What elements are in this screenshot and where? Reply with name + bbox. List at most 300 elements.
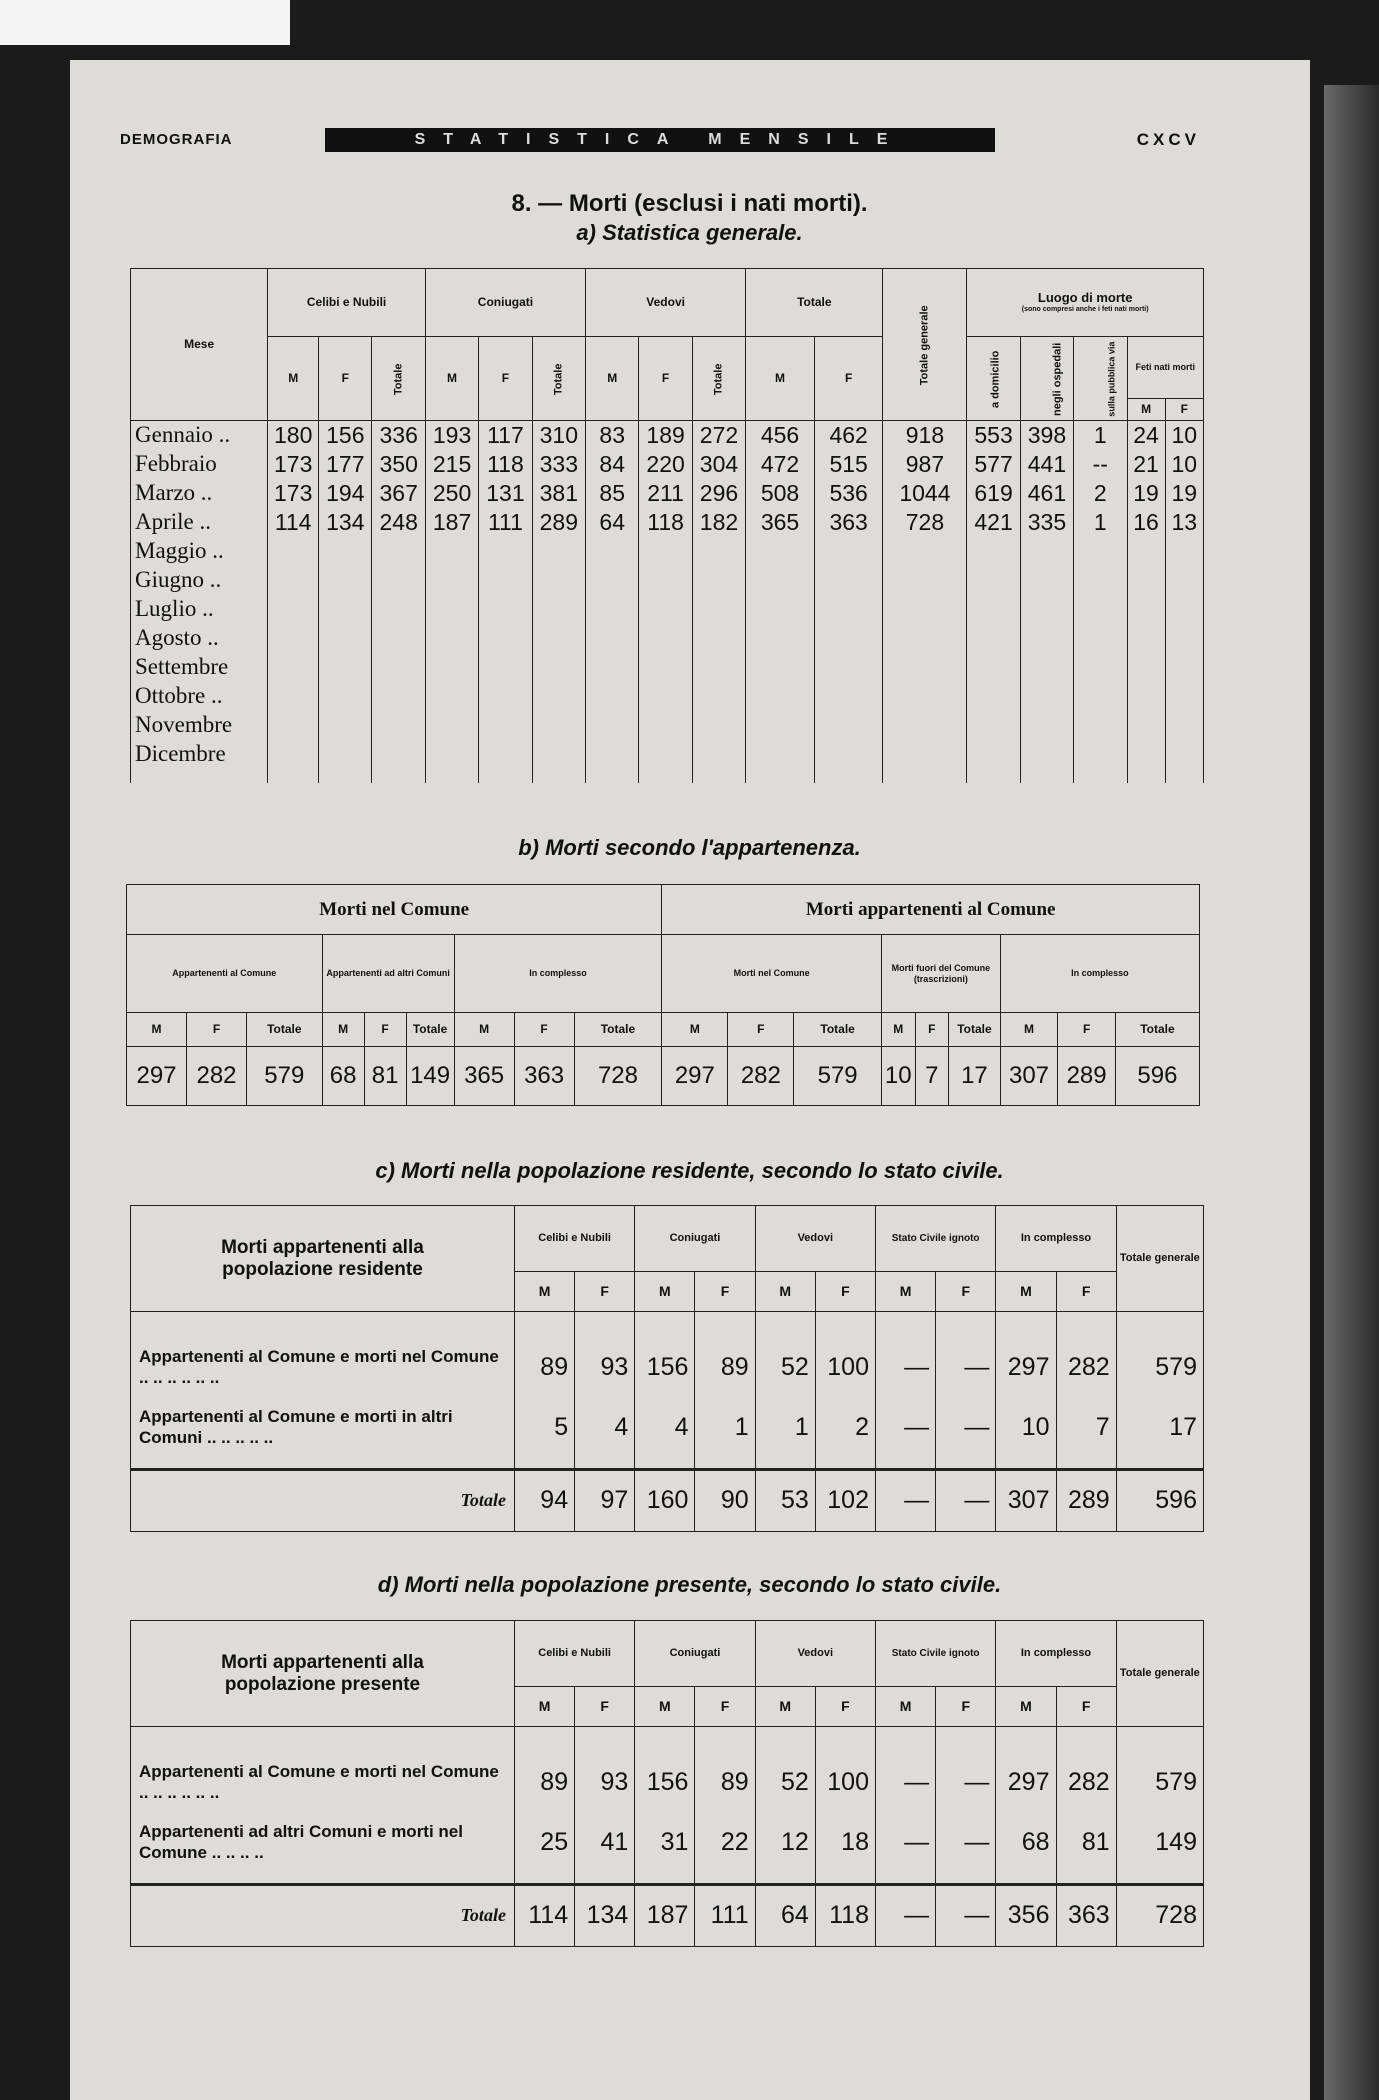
cell-value: 282 bbox=[1056, 1338, 1116, 1398]
totale-label bbox=[532, 337, 585, 421]
cell-value bbox=[967, 682, 1020, 711]
spacer-cell bbox=[514, 1312, 574, 1338]
spacer-cell bbox=[635, 1727, 695, 1753]
separator-cell bbox=[514, 1458, 574, 1470]
cell-value bbox=[883, 740, 967, 769]
total-value: 118 bbox=[815, 1884, 875, 1946]
f-label: F bbox=[1056, 1687, 1116, 1727]
col-totale-generale: Totale generale bbox=[1116, 1206, 1203, 1312]
cell-value bbox=[1127, 653, 1165, 682]
col-mese: Mese bbox=[131, 269, 268, 421]
cell-value bbox=[586, 711, 639, 740]
spacer-cell bbox=[1056, 1727, 1116, 1753]
cell-value bbox=[268, 711, 319, 740]
cell-value bbox=[692, 624, 745, 653]
cell-value bbox=[1020, 682, 1073, 711]
cell-value bbox=[692, 595, 745, 624]
cell-value bbox=[1020, 711, 1073, 740]
cell-value: 189 bbox=[639, 421, 692, 450]
cell-value: 187 bbox=[425, 508, 478, 537]
cell-value bbox=[425, 653, 478, 682]
scan-edge-strip bbox=[0, 0, 290, 45]
cell-value bbox=[1165, 595, 1203, 624]
cell-value: 156 bbox=[635, 1753, 695, 1813]
month-label: Aprile .. bbox=[131, 508, 268, 537]
cell-value: 52 bbox=[755, 1753, 815, 1813]
separator-cell bbox=[131, 1873, 515, 1885]
group-coniugati: Coniugati bbox=[635, 1206, 755, 1272]
cell-value bbox=[1074, 711, 1127, 740]
cell-value: 194 bbox=[319, 479, 372, 508]
header-banner: STATISTICA MENSILE bbox=[325, 128, 995, 152]
cell-value: 149 bbox=[406, 1047, 454, 1106]
cell-value: 579 bbox=[247, 1047, 323, 1106]
cell-value bbox=[319, 740, 372, 769]
cell-value: 100 bbox=[815, 1338, 875, 1398]
spacer-cell bbox=[1116, 1312, 1203, 1338]
spacer-cell bbox=[575, 1312, 635, 1338]
totale-generale-label: Totale generale bbox=[918, 304, 931, 385]
cell-value bbox=[639, 711, 692, 740]
cell-value bbox=[692, 711, 745, 740]
filler-cell bbox=[639, 769, 692, 783]
filler-cell bbox=[1074, 769, 1127, 783]
cell-value: 17 bbox=[1116, 1398, 1203, 1458]
cell-value: 180 bbox=[268, 421, 319, 450]
totale-label: Totale bbox=[574, 1013, 662, 1047]
spacer-cell bbox=[635, 1312, 695, 1338]
header-page-number: CXCV bbox=[1136, 130, 1200, 149]
cell-value bbox=[814, 566, 883, 595]
cell-value: 398 bbox=[1020, 421, 1073, 450]
cell-value: 4 bbox=[575, 1398, 635, 1458]
cell-value bbox=[1020, 624, 1073, 653]
cell-value: 289 bbox=[1058, 1047, 1116, 1106]
separator-cell bbox=[815, 1458, 875, 1470]
cell-value: 89 bbox=[514, 1338, 574, 1398]
separator-cell bbox=[936, 1873, 996, 1885]
cell-value: 472 bbox=[746, 450, 815, 479]
cell-value: 81 bbox=[1056, 1813, 1116, 1873]
sub-morti-fuori: Morti fuori del Comune (trascrizioni) bbox=[881, 935, 1000, 1013]
cell-value: 17 bbox=[949, 1047, 1001, 1106]
cell-value bbox=[1074, 595, 1127, 624]
cell-value: 296 bbox=[692, 479, 745, 508]
cell-value bbox=[746, 740, 815, 769]
cell-value bbox=[1127, 682, 1165, 711]
cell-value bbox=[1020, 537, 1073, 566]
cell-value bbox=[692, 566, 745, 595]
cell-value bbox=[586, 653, 639, 682]
cell-value: 335 bbox=[1020, 508, 1073, 537]
cell-value: 83 bbox=[586, 421, 639, 450]
cell-value bbox=[1074, 740, 1127, 769]
filler-cell bbox=[319, 769, 372, 783]
cell-value bbox=[1074, 566, 1127, 595]
cell-value: — bbox=[875, 1398, 935, 1458]
spacer-cell bbox=[815, 1312, 875, 1338]
spacer-cell bbox=[695, 1312, 755, 1338]
cell-value: 173 bbox=[268, 450, 319, 479]
cell-value bbox=[425, 595, 478, 624]
filler-cell bbox=[425, 769, 478, 783]
cell-value bbox=[425, 682, 478, 711]
cell-value: 365 bbox=[454, 1047, 514, 1106]
cell-value bbox=[532, 711, 585, 740]
table-statistica-generale bbox=[130, 268, 1204, 783]
luogo-via-text: sulla pubblica via bbox=[1106, 341, 1117, 417]
cell-value bbox=[639, 653, 692, 682]
table-row bbox=[131, 1338, 1204, 1398]
cell-value: 297 bbox=[996, 1338, 1056, 1398]
cell-value bbox=[268, 624, 319, 653]
spacer-cell bbox=[131, 1312, 515, 1338]
month-label: Giugno .. bbox=[131, 566, 268, 595]
spacer-cell bbox=[575, 1727, 635, 1753]
table-row bbox=[131, 624, 1204, 653]
cell-value: 10 bbox=[1165, 421, 1203, 450]
table-row bbox=[131, 1753, 1204, 1813]
cell-value bbox=[319, 595, 372, 624]
separator-cell bbox=[695, 1458, 755, 1470]
separator-cell bbox=[635, 1873, 695, 1885]
cell-value bbox=[1165, 740, 1203, 769]
month-label: Settembre bbox=[131, 653, 268, 682]
cell-value bbox=[1020, 566, 1073, 595]
sub-altri-comuni: Appartenenti ad altri Comuni bbox=[322, 935, 454, 1013]
cell-value bbox=[1165, 624, 1203, 653]
cell-value bbox=[883, 682, 967, 711]
cell-value bbox=[967, 653, 1020, 682]
spacer-cell bbox=[936, 1727, 996, 1753]
cell-value: 156 bbox=[635, 1338, 695, 1398]
table-row bbox=[131, 421, 1204, 450]
cell-value bbox=[883, 624, 967, 653]
cell-value: 117 bbox=[479, 421, 532, 450]
luogo-ospedali-text: negli ospedali bbox=[1051, 342, 1064, 416]
cell-value bbox=[814, 624, 883, 653]
group-vedovi: Vedovi bbox=[755, 1621, 875, 1687]
cell-value bbox=[372, 595, 425, 624]
cell-value bbox=[1074, 537, 1127, 566]
cell-value: 579 bbox=[794, 1047, 882, 1106]
m-label: M bbox=[322, 1013, 364, 1047]
group-complesso: In complesso bbox=[996, 1206, 1116, 1272]
spacer-cell bbox=[996, 1312, 1056, 1338]
spacer-cell bbox=[695, 1727, 755, 1753]
group-celibi: Celibi e Nubili bbox=[514, 1621, 634, 1687]
group-vedovi: Vedovi bbox=[586, 269, 746, 337]
total-value: 289 bbox=[1056, 1469, 1116, 1531]
cell-value: 297 bbox=[996, 1753, 1056, 1813]
cell-value bbox=[319, 566, 372, 595]
cell-value: 31 bbox=[635, 1813, 695, 1873]
cell-value: 41 bbox=[575, 1813, 635, 1873]
cell-value: 272 bbox=[692, 421, 745, 450]
cell-value: 52 bbox=[755, 1338, 815, 1398]
cell-value: 16 bbox=[1127, 508, 1165, 537]
group-ignoto: Stato Civile ignoto bbox=[875, 1206, 995, 1272]
cell-value bbox=[1074, 682, 1127, 711]
cell-value bbox=[479, 711, 532, 740]
cell-value: 2 bbox=[815, 1398, 875, 1458]
table-popolazione-residente bbox=[130, 1205, 1204, 1532]
f-label: F bbox=[815, 1272, 875, 1312]
separator-cell bbox=[996, 1458, 1056, 1470]
cell-value bbox=[1127, 624, 1165, 653]
total-value: 596 bbox=[1116, 1469, 1203, 1531]
cell-value bbox=[479, 566, 532, 595]
f-label: F bbox=[364, 1013, 406, 1047]
f-label: F bbox=[915, 1013, 949, 1047]
m-label: M bbox=[662, 1013, 728, 1047]
cell-value: 297 bbox=[127, 1047, 187, 1106]
spacer-cell bbox=[514, 1727, 574, 1753]
group-morti-appartenenti: Morti appartenenti al Comune bbox=[662, 885, 1200, 935]
cell-value bbox=[425, 566, 478, 595]
cell-value bbox=[479, 595, 532, 624]
cell-value: 114 bbox=[268, 508, 319, 537]
spacer-cell bbox=[875, 1727, 935, 1753]
cell-value: 81 bbox=[364, 1047, 406, 1106]
spacer-cell bbox=[1056, 1312, 1116, 1338]
cell-value bbox=[532, 566, 585, 595]
totale-label: Totale bbox=[1115, 1013, 1199, 1047]
cell-value: 89 bbox=[695, 1338, 755, 1398]
separator-cell bbox=[936, 1458, 996, 1470]
totale-text: Totale bbox=[712, 363, 725, 395]
m-label: M bbox=[996, 1687, 1056, 1727]
total-value: 356 bbox=[996, 1884, 1056, 1946]
cell-value bbox=[883, 595, 967, 624]
total-value: 363 bbox=[1056, 1884, 1116, 1946]
col-totale-generale: Totale generale bbox=[1116, 1621, 1203, 1727]
total-value: 728 bbox=[1116, 1884, 1203, 1946]
cell-value: 462 bbox=[814, 421, 883, 450]
cell-value bbox=[639, 537, 692, 566]
cell-value bbox=[425, 711, 478, 740]
month-label: Dicembre bbox=[131, 740, 268, 769]
cell-value bbox=[967, 740, 1020, 769]
cell-value bbox=[883, 711, 967, 740]
separator-cell bbox=[875, 1458, 935, 1470]
cell-value: 1 bbox=[1074, 508, 1127, 537]
separator-row bbox=[131, 1873, 1204, 1885]
cell-value: 248 bbox=[372, 508, 425, 537]
table-row bbox=[131, 711, 1204, 740]
cell-value bbox=[883, 653, 967, 682]
total-value: — bbox=[875, 1884, 935, 1946]
filler-cell bbox=[814, 769, 883, 783]
cell-value bbox=[532, 537, 585, 566]
cell-value bbox=[639, 682, 692, 711]
cell-value bbox=[532, 595, 585, 624]
separator-cell bbox=[1116, 1458, 1203, 1470]
cell-value bbox=[425, 537, 478, 566]
total-value: 307 bbox=[996, 1469, 1056, 1531]
spacer-cell bbox=[996, 1727, 1056, 1753]
totale-label bbox=[692, 337, 745, 421]
cell-value: 19 bbox=[1127, 479, 1165, 508]
cell-value bbox=[746, 682, 815, 711]
f-label: F bbox=[319, 337, 372, 421]
cell-value bbox=[532, 653, 585, 682]
cell-value bbox=[372, 566, 425, 595]
filler-cell bbox=[479, 769, 532, 783]
cell-value bbox=[692, 682, 745, 711]
separator-cell bbox=[514, 1873, 574, 1885]
cell-value: 18 bbox=[815, 1813, 875, 1873]
table-row bbox=[131, 566, 1204, 595]
cell-value: -- bbox=[1074, 450, 1127, 479]
group-coniugati: Coniugati bbox=[425, 269, 585, 337]
total-value: 160 bbox=[635, 1469, 695, 1531]
cell-value: 93 bbox=[575, 1753, 635, 1813]
total-value: 114 bbox=[514, 1884, 574, 1946]
cell-value bbox=[319, 682, 372, 711]
cell-value: — bbox=[936, 1398, 996, 1458]
m-label: M bbox=[635, 1687, 695, 1727]
total-value: — bbox=[875, 1469, 935, 1531]
cell-value: 24 bbox=[1127, 421, 1165, 450]
cell-value bbox=[967, 624, 1020, 653]
subtitle-b: b) Morti secondo l'appartenenza. bbox=[518, 835, 861, 860]
group-vedovi: Vedovi bbox=[755, 1206, 875, 1272]
cell-value bbox=[268, 537, 319, 566]
table-row bbox=[131, 1398, 1204, 1458]
cell-value bbox=[967, 711, 1020, 740]
month-label: Novembre bbox=[131, 711, 268, 740]
cell-value: 89 bbox=[514, 1753, 574, 1813]
cell-value: 579 bbox=[1116, 1753, 1203, 1813]
f-label: F bbox=[814, 337, 883, 421]
cell-value: — bbox=[875, 1813, 935, 1873]
cell-value bbox=[967, 537, 1020, 566]
total-row bbox=[131, 1884, 1204, 1946]
cell-value bbox=[268, 653, 319, 682]
cell-value: 282 bbox=[1056, 1753, 1116, 1813]
cell-value bbox=[425, 740, 478, 769]
cell-value bbox=[746, 653, 815, 682]
feti-label: Feti nati morti bbox=[1127, 337, 1204, 399]
cell-value: 149 bbox=[1116, 1813, 1203, 1873]
cell-value bbox=[1165, 537, 1203, 566]
total-label: Totale bbox=[131, 1884, 515, 1946]
month-label: Luglio .. bbox=[131, 595, 268, 624]
luogo-domicilio bbox=[967, 337, 1020, 421]
cell-value bbox=[586, 624, 639, 653]
cell-value bbox=[1165, 653, 1203, 682]
luogo-note: (sono compresi anche i feti nati morti) bbox=[1021, 305, 1149, 313]
cell-value bbox=[479, 740, 532, 769]
cell-value: 508 bbox=[746, 479, 815, 508]
cell-value: 193 bbox=[425, 421, 478, 450]
cell-value: 211 bbox=[639, 479, 692, 508]
subtitle-a: a) Statistica generale. bbox=[576, 220, 803, 245]
cell-value: 118 bbox=[479, 450, 532, 479]
m-label: M bbox=[1127, 399, 1165, 421]
cell-value: 25 bbox=[514, 1813, 574, 1873]
separator-cell bbox=[755, 1873, 815, 1885]
f-label: F bbox=[695, 1687, 755, 1727]
head-presente: Morti appartenenti alla popolazione presente bbox=[131, 1621, 515, 1727]
cell-value bbox=[268, 682, 319, 711]
luogo-ospedali bbox=[1020, 337, 1073, 421]
filler-cell bbox=[131, 769, 268, 783]
totale-label: Totale bbox=[794, 1013, 882, 1047]
cell-value: — bbox=[936, 1338, 996, 1398]
cell-value bbox=[692, 537, 745, 566]
cell-value bbox=[1127, 566, 1165, 595]
group-luogo bbox=[967, 269, 1204, 337]
cell-value bbox=[586, 566, 639, 595]
total-label: Totale bbox=[131, 1469, 515, 1531]
cell-value: 441 bbox=[1020, 450, 1073, 479]
month-label: Agosto .. bbox=[131, 624, 268, 653]
cell-value bbox=[1020, 595, 1073, 624]
f-label: F bbox=[1165, 399, 1203, 421]
f-label: F bbox=[728, 1013, 794, 1047]
totale-text: Totale bbox=[552, 363, 565, 395]
separator-cell bbox=[575, 1458, 635, 1470]
total-value: 187 bbox=[635, 1884, 695, 1946]
separator-cell bbox=[695, 1873, 755, 1885]
cell-value bbox=[814, 711, 883, 740]
cell-value: 131 bbox=[479, 479, 532, 508]
sub-complesso-2: In complesso bbox=[1000, 935, 1199, 1013]
m-label: M bbox=[586, 337, 639, 421]
cell-value bbox=[1165, 566, 1203, 595]
cell-value bbox=[1127, 711, 1165, 740]
cell-value bbox=[319, 653, 372, 682]
cell-value bbox=[746, 711, 815, 740]
luogo-domicilio-text: a domicilio bbox=[989, 350, 1002, 408]
cell-value bbox=[479, 624, 532, 653]
f-label: F bbox=[1056, 1272, 1116, 1312]
m-label: M bbox=[755, 1272, 815, 1312]
m-label: M bbox=[635, 1272, 695, 1312]
spacer-row bbox=[131, 1312, 1204, 1338]
cell-value: 350 bbox=[372, 450, 425, 479]
total-value: 53 bbox=[755, 1469, 815, 1531]
filler-row bbox=[131, 769, 1204, 783]
cell-value bbox=[639, 740, 692, 769]
cell-value bbox=[372, 653, 425, 682]
cell-value: 918 bbox=[883, 421, 967, 450]
cell-value bbox=[1074, 624, 1127, 653]
cell-value bbox=[1020, 653, 1073, 682]
table-row bbox=[131, 682, 1204, 711]
separator-cell bbox=[131, 1458, 515, 1470]
cell-value: 19 bbox=[1165, 479, 1203, 508]
head-residente: Morti appartenenti alla popolazione residente bbox=[131, 1206, 515, 1312]
group-ignoto: Stato Civile ignoto bbox=[875, 1621, 995, 1687]
separator-row bbox=[131, 1458, 1204, 1470]
f-label: F bbox=[639, 337, 692, 421]
m-label: M bbox=[1000, 1013, 1058, 1047]
cell-value: 367 bbox=[372, 479, 425, 508]
cell-value bbox=[319, 711, 372, 740]
total-value: 90 bbox=[695, 1469, 755, 1531]
totale-label: Totale bbox=[247, 1013, 323, 1047]
cell-value: 156 bbox=[319, 421, 372, 450]
table-row bbox=[131, 508, 1204, 537]
cell-value: 577 bbox=[967, 450, 1020, 479]
cell-value: 111 bbox=[479, 508, 532, 537]
cell-value bbox=[319, 537, 372, 566]
cell-value bbox=[639, 566, 692, 595]
table-appartenenza bbox=[126, 884, 1200, 1106]
